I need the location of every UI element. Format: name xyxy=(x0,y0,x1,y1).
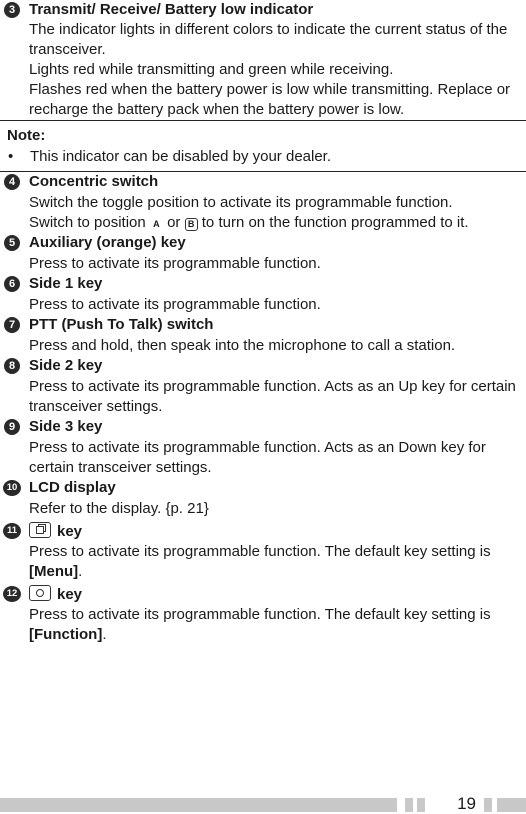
default-setting: [Function] xyxy=(29,626,103,643)
item-number-4: 4 xyxy=(4,174,20,190)
item-desc-5: Press to activate its programmable function. xyxy=(29,255,321,272)
note-text: This indicator can be disabled by your dealer. xyxy=(30,148,332,165)
page-number: 19 xyxy=(457,794,476,813)
desc-fragment: or xyxy=(167,214,181,231)
footer-bar-segment xyxy=(405,798,413,812)
item-desc-11 xyxy=(29,542,524,582)
item-desc-12 xyxy=(29,605,524,645)
item-desc-7: Press and hold, then speak into the microphone to call a station. xyxy=(29,337,456,354)
item-number-8: 8 xyxy=(4,358,20,374)
item-desc-6: Press to activate its programmable function. xyxy=(29,296,321,313)
position-b-icon: B xyxy=(185,218,198,231)
menu-key-icon xyxy=(29,522,51,538)
item-title-5: Auxiliary (orange) key xyxy=(29,234,186,251)
footer-bar-segment xyxy=(497,798,526,812)
item-number-12: 12 xyxy=(3,586,21,602)
item-desc-10: Refer to the display. {p. 21} xyxy=(29,500,209,517)
key-label: key xyxy=(57,523,83,540)
desc-line: Lights red while transmitting and green while receiving. xyxy=(29,61,394,78)
item-title-3: Transmit/ Receive/ Battery low indicator xyxy=(29,1,314,18)
item-desc-3 xyxy=(29,20,524,120)
item-number-10: 10 xyxy=(3,480,21,496)
item-title-7: PTT (Push To Talk) switch xyxy=(29,316,214,333)
item-number-9: 9 xyxy=(4,419,20,435)
desc-fragment: . xyxy=(102,626,107,643)
item-title-6: Side 1 key xyxy=(29,275,103,292)
item-title-9: Side 3 key xyxy=(29,418,103,435)
desc-fragment: to turn on the function programmed to it. xyxy=(201,214,469,231)
desc-fragment: Switch to position xyxy=(29,214,146,231)
item-title-12 xyxy=(29,585,82,603)
desc-line: Switch the toggle position to activate its programmable function. xyxy=(29,194,453,211)
item-title-11 xyxy=(29,522,82,540)
note-label: Note: xyxy=(7,127,46,144)
note-box xyxy=(0,120,526,172)
item-desc-8: Press to activate its programmable function. Acts as an Up key for certain transceiver settings. xyxy=(29,378,516,415)
item-number-3: 3 xyxy=(4,2,20,18)
footer-bar xyxy=(0,798,397,812)
footer-bar-segment xyxy=(484,798,492,812)
desc-fragment: Press to activate its programmable function. The default key setting is xyxy=(29,606,491,623)
item-title-4: Concentric switch xyxy=(29,173,159,190)
desc-fragment: Press to activate its programmable function. The default key setting is xyxy=(29,543,491,560)
item-number-6: 6 xyxy=(4,276,20,292)
item-number-7: 7 xyxy=(4,317,20,333)
bullet: • xyxy=(8,148,14,165)
page-footer xyxy=(0,798,526,812)
item-number-11: 11 xyxy=(3,523,21,539)
item-number-5: 5 xyxy=(4,235,20,251)
footer-bar-segment xyxy=(417,798,425,812)
desc-line xyxy=(29,213,524,233)
desc-line: Flashes red when the battery power is low while transmitting. Replace or recharge the battery pack when the battery power is low. xyxy=(29,81,511,118)
key-label: key xyxy=(57,586,83,603)
item-title-8: Side 2 key xyxy=(29,357,103,374)
item-desc-4 xyxy=(29,193,524,233)
function-key-icon xyxy=(29,585,51,601)
item-title-10: LCD display xyxy=(29,479,116,496)
default-setting: [Menu] xyxy=(29,563,79,580)
position-a-icon: A xyxy=(153,219,160,229)
desc-fragment: . xyxy=(78,563,83,580)
desc-line: The indicator lights in different colors to indicate the current status of the transceiver. xyxy=(29,21,508,58)
item-desc-9: Press to activate its programmable function. Acts as an Down key for certain transceiver settings. xyxy=(29,439,486,476)
